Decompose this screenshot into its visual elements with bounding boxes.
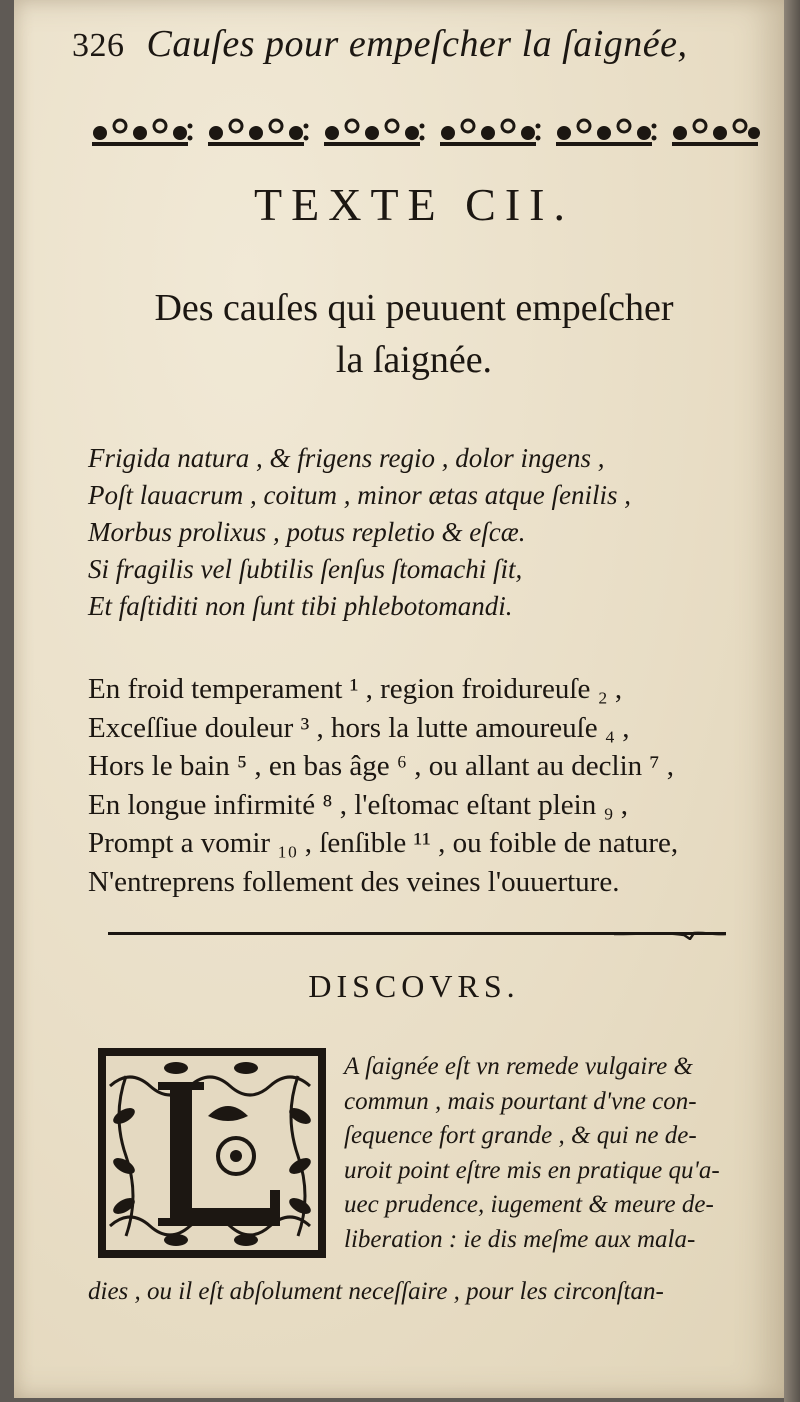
latin-verse-line: Poſt lauacrum , coitum , minor ætas atque ſenilis ,	[88, 480, 631, 510]
french-verse-line: Prompt a vomir ₁₀ , ſenſible ¹¹ , ou foible de nature,	[88, 827, 679, 859]
section-number: TEXTE CII.	[254, 179, 574, 230]
book-page	[14, 0, 784, 1398]
fleuron-ornament-icon	[434, 114, 542, 152]
latin-verse-line: Si fragilis vel ſubtilis ſenſus ſtomachi ſit,	[88, 554, 523, 584]
running-head-title: Cauſes pour empeſcher la ſaignée,	[146, 23, 688, 65]
decorated-initial-L-icon	[96, 1046, 328, 1260]
discours-line: dies , ou il eſt abſolument neceſſaire , pour les circonſtan-	[88, 1278, 664, 1305]
discours-line: commun , mais pourtant d'vne con-	[344, 1087, 697, 1115]
discours-line: A ſaignée eſt vn remede vulgaire &	[344, 1053, 693, 1080]
french-verse-line: Exceſſiue douleur ³ , hors la lutte amoureuſe ₄ ,	[88, 711, 630, 744]
rule-flourish-icon	[614, 926, 726, 940]
latin-verses	[88, 440, 768, 625]
discours-paragraph	[344, 1050, 774, 1257]
fleuron-ornament-icon	[318, 114, 426, 152]
fleuron-ornament-icon	[550, 114, 658, 152]
fleuron-ornament-icon	[666, 114, 762, 152]
discours-line: uroit point eſtre mis en pratique qu'a-	[344, 1156, 720, 1184]
ornamental-band	[86, 112, 762, 154]
latin-verse-line: Frigida natura , & frigens regio , dolor ingens ,	[88, 443, 605, 473]
discours-line: liberation : ie dis meſme aux mala-	[344, 1225, 696, 1253]
french-verse-line: N'entreprens follement des veines l'ouuerture.	[88, 865, 620, 898]
french-verse-line: En froid temperament ¹ , region froidureuſe ₂ ,	[88, 673, 623, 705]
discours-line: ſequence fort grande , & qui ne de-	[344, 1122, 697, 1149]
french-verses	[88, 670, 788, 901]
section-title-line: Des cauſes qui peuuent empeſcher	[154, 287, 674, 329]
page-number: 326	[72, 27, 125, 64]
page-edge	[784, 0, 800, 1402]
running-head	[72, 22, 772, 66]
french-verse-line: En longue infirmité ⁸ , l'eſtomac eſtant plein ₉ ,	[88, 788, 629, 821]
fleuron-ornament-icon	[202, 114, 310, 152]
french-verse-line: Hors le bain ⁵ , en bas âge ⁶ , ou allant au declin ⁷ ,	[88, 750, 674, 782]
fleuron-ornament-icon	[86, 114, 194, 152]
section-title-line: la ſaignée.	[335, 339, 493, 381]
latin-verse-line: Morbus prolixus , potus repletio & eſcæ.	[88, 517, 526, 547]
discours-line: uec prudence, iugement & meure de-	[344, 1191, 714, 1218]
discours-heading: DISCOVRS.	[308, 968, 520, 1004]
section-title	[14, 282, 800, 386]
latin-verse-line: Et faſtiditi non ſunt tibi phlebotomandi.	[88, 591, 513, 621]
